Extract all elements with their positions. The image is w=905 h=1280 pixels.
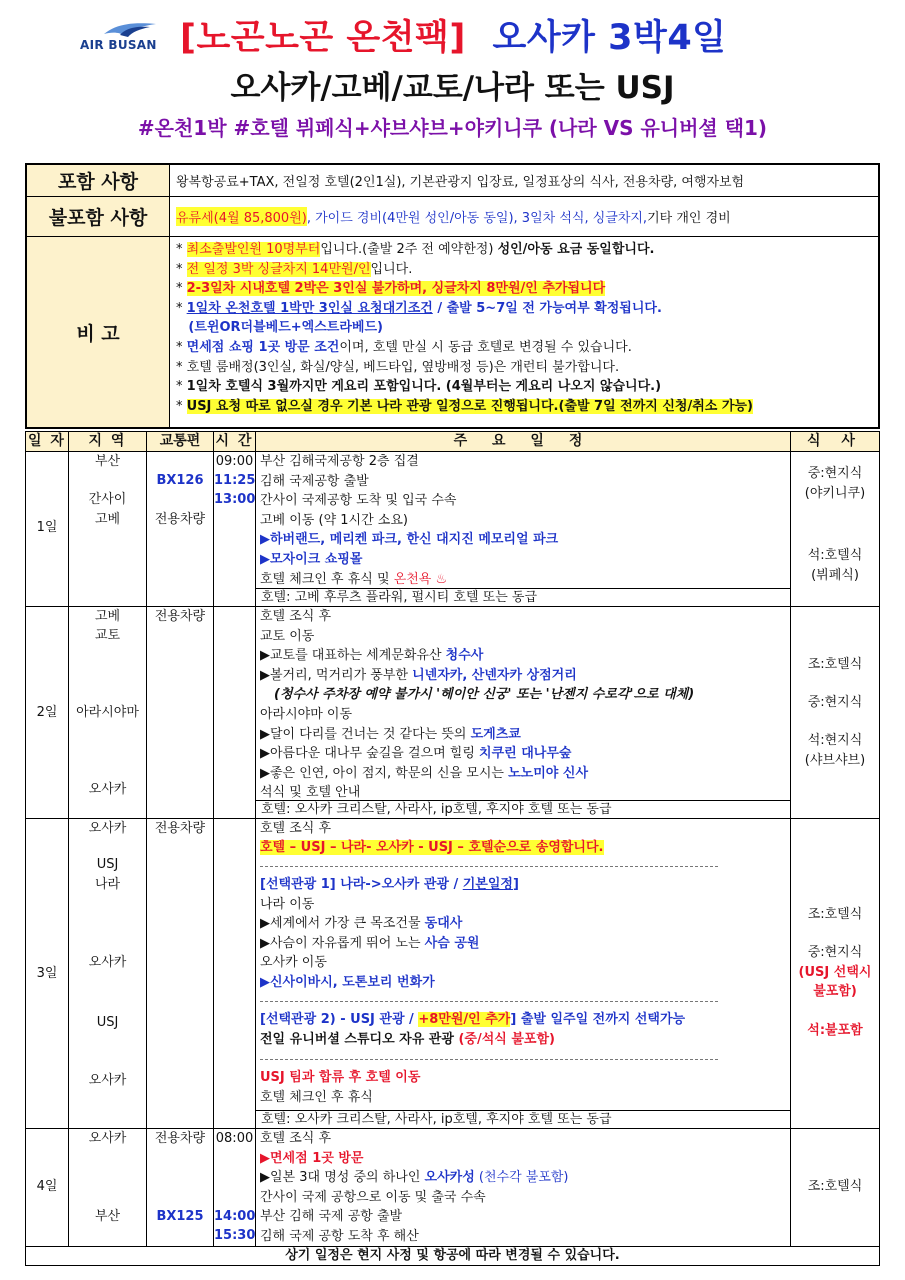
time-text: 09:00 (215, 454, 254, 469)
day-3-row (26, 819, 879, 1129)
itinerary-lines: [선택관광 1] 나라->오사카 관광 / 기본일정] 나라 이동 ▶세계에서 가장 큰 목조건물 동대사 ▶사슴이 자유롭게 뛰어 노는 사슴 공원 오사카 이동 ▶신사이바시, 도톤보리 번화가 (260, 877, 519, 990)
excluded-row (27, 197, 878, 237)
table-header (26, 432, 879, 452)
note-item: * 면세점 쇼핑 1곳 방문 조건이며, 호텔 만실 시 동급 호텔로 변경될 수 있습니다. (176, 339, 632, 355)
note-item: * 2-3일차 시내호텔 2박은 3인실 불가하며, 싱글차지 8만원/인 추가됩니다 (176, 281, 606, 297)
excluded-label: 불포함 사항 (27, 197, 170, 236)
transport-text: 전용차량 (154, 512, 206, 527)
page-subtitle: 오사카/고베/교토/나라 또는 USJ (230, 70, 675, 106)
day-label: 1일 (36, 520, 58, 535)
region-text: 고베 (94, 512, 121, 527)
notes-label: 비 고 (27, 237, 170, 427)
transport-text: 전용차량 (154, 821, 206, 836)
itinerary-lines: 호텔 조식 후 ▶면세점 1곳 방문 ▶일본 3대 명성 중의 하나인 오사카성 (천수각 불포함) 간사이 국제 공항으로 이동 및 출국 수속 부산 김해 국제 공항 출발 김해 국제 공항 도착 후 해산 (260, 1131, 569, 1244)
hotel-line: 호텔: 오사카 크리스탈, 사라사, ip호텔, 후지야 호텔 또는 동급 (256, 800, 790, 818)
region-text: 오사카 (88, 782, 127, 797)
note-item: * 호텔 룸배정(3인실, 화실/양실, 베드타입, 옆방배정 등)은 개런티 불가합니다. (176, 359, 620, 375)
day-label: 2일 (36, 705, 58, 720)
meal-text: 중:현지식 (807, 695, 863, 710)
schedule-table (25, 431, 880, 1266)
day-label: 4일 (36, 1179, 58, 1194)
col-day: 일 자 (28, 433, 66, 449)
meal-text: 조:호텔식 (807, 1179, 863, 1194)
time-text: 11:25 (214, 473, 256, 488)
col-region: 지 역 (88, 433, 127, 449)
time-text: 08:00 (215, 1131, 254, 1146)
region-text: 교토 (94, 628, 121, 643)
air-busan-logo (80, 20, 164, 56)
notes-list (176, 240, 753, 416)
title-bracket: [노곤노곤 온천팩] (180, 18, 466, 58)
included-label: 포함 사항 (27, 165, 170, 196)
itinerary-lines: [선택관광 2) - USJ 관광 / +8만원/인 추가] 출발 일주일 전까지 선택가능 전일 유니버셜 스튜디오 자유 관광 (중/석식 불포함) (260, 1012, 686, 1047)
meal-text: 조:호텔식 (807, 657, 863, 672)
region-text: USJ (96, 1015, 119, 1030)
col-transport: 교통편 (159, 433, 201, 449)
region-text: 오사카 (88, 821, 127, 836)
note-item: * USJ 요청 따로 없으실 경우 기본 나라 관광 일정으로 진행됩니다.(출발 7일 전까지 신청/취소 가능) (176, 398, 753, 414)
itinerary-text: 호텔 조식 후 (260, 821, 332, 836)
transport-text: 전용차량 (154, 609, 206, 624)
excluded-guide: , 가이드 경비(4만원 성인/아동 동일), 3일차 석식, 싱글차지, (306, 211, 648, 226)
col-time: 시 간 (215, 433, 254, 449)
itinerary-lines: 부산 김해국제공항 2층 집결 김해 국제공항 출발 간사이 국제공항 도착 및 입국 수속 고베 이동 (약 1시간 소요) ▶하버랜드, 메리켄 파크, 한신 대지진 메모리얼 파크 ▶모자이크 쇼핑몰 호텔 체크인 후 휴식 및 온천욕 ♨ (260, 454, 559, 587)
transport-text: 전용차량 (154, 1131, 206, 1146)
flight-number: BX125 (156, 1209, 204, 1224)
hotel-line: 호텔: 고베 후루츠 플라워, 펄시티 호텔 또는 동급 (256, 588, 790, 606)
time-text: 15:30 (214, 1228, 256, 1243)
note-item: * 1일차 호텔식 3월까지만 게요리 포함입니다. (4월부터는 게요리 나오지 않습니다.) (176, 379, 662, 395)
region-text: 아라시야마 (76, 705, 139, 720)
included-row (27, 165, 878, 197)
meal-lines: 석:현지식 (샤브샤브) (804, 733, 866, 768)
notes-row (27, 237, 878, 427)
note-item: (트윈OR더블베드+엑스트라베드) (188, 320, 383, 336)
note-item: * 1일차 온천호텔 1박만 3인실 요청대기조건 / 출발 5~7일 전 가능여부 확정됩니다. (176, 300, 662, 316)
info-box (25, 163, 880, 429)
time-text: 13:00 (214, 492, 256, 507)
meal-lines: 중:현지식 (야키니쿠) (804, 466, 866, 501)
day-label: 3일 (36, 966, 58, 981)
itinerary-lines: 호텔 조식 후 교토 이동 ▶교토를 대표하는 세계문화유산 청수사 ▶볼거리, 먹거리가 풍부한 니넨자카, 산넨자카 상점거리 (청수사 주차장 예약 불가시 '헤이안 신궁' 또는 '난젠지 수로각'으로 대체) 아라시야마 이동 ▶달이 다리를 건너는 것 같다는 뜻의 도게츠쿄 ▶아름다운 대나무 숲길을 걸으며 힐링 치쿠린 대나무숲 ▶좋은 인연, 아이 점지, 학문의 신을 모시는 노노미야 신사 석식 및 호텔 안내 (260, 609, 695, 801)
title-main: 오사카 3박4일 (492, 18, 727, 58)
region-text: 부산 (94, 454, 121, 469)
region-text: 오사카 (88, 955, 127, 970)
region-text: 오사카 (88, 1073, 127, 1088)
meal-text: 조:호텔식 (807, 907, 863, 922)
hotel-line: 호텔: 오사카 크리스탈, 사라사, ip호텔, 후지야 호텔 또는 동급 (256, 1110, 790, 1128)
region-text: 오사카 (88, 1131, 127, 1146)
col-itinerary: 주 요 일 정 (453, 433, 593, 449)
day-1-row (26, 452, 879, 607)
excluded-text (176, 197, 874, 236)
page-tagline: #온천1박 #호텔 뷔페식+샤브샤브+야키니쿠 (나라 VS 유니버셜 택1) (137, 116, 768, 140)
note-item: * 전 일정 3박 싱글차지 14만원/인입니다. (176, 261, 413, 277)
excluded-etc: 기타 개인 경비 (647, 211, 731, 226)
flight-number: BX126 (156, 473, 204, 488)
note-item: * 최소출발인원 10명부터입니다.(출발 2주 전 예약한정) 성인/아동 요금 동일합니다. (176, 242, 655, 257)
footer-note: 상기 일정은 현지 사정 및 항공에 따라 변경될 수 있습니다. (26, 1246, 879, 1265)
page-title (180, 10, 727, 60)
meal-lines: 중:현지식 (USJ 선택시 불포함) (798, 945, 872, 1000)
region-text: 간사이 (88, 492, 127, 507)
excluded-fuel: 유류세(4월 85,800원) (176, 207, 307, 226)
meal-text: 석:불포함 (807, 1023, 863, 1038)
region-text: 고베 (94, 609, 121, 624)
region-text: 나라 (94, 877, 121, 892)
bird-wing-icon (102, 20, 158, 38)
logo-text: AIR BUSAN (80, 38, 157, 52)
included-text: 왕복항공료+TAX, 전일정 호텔(2인1실), 기본관광지 입장료, 일정표상의 식사, 전용차량, 여행자보험 (176, 175, 745, 190)
time-text: 14:00 (214, 1209, 256, 1224)
day-4-row (26, 1129, 879, 1247)
region-text: USJ (96, 857, 119, 872)
itinerary-text: 호텔 – USJ – 나라- 오사카 - USJ – 호텔순으로 송영합니다. (260, 840, 604, 855)
col-meal: 식 사 (807, 433, 863, 449)
day-2-row (26, 607, 879, 819)
meal-lines: 석:호텔식 (뷔페식) (807, 548, 863, 583)
itinerary-lines: USJ 팀과 합류 후 호텔 이동 호텔 체크인 후 휴식 (260, 1070, 421, 1105)
region-text: 부산 (94, 1209, 121, 1224)
